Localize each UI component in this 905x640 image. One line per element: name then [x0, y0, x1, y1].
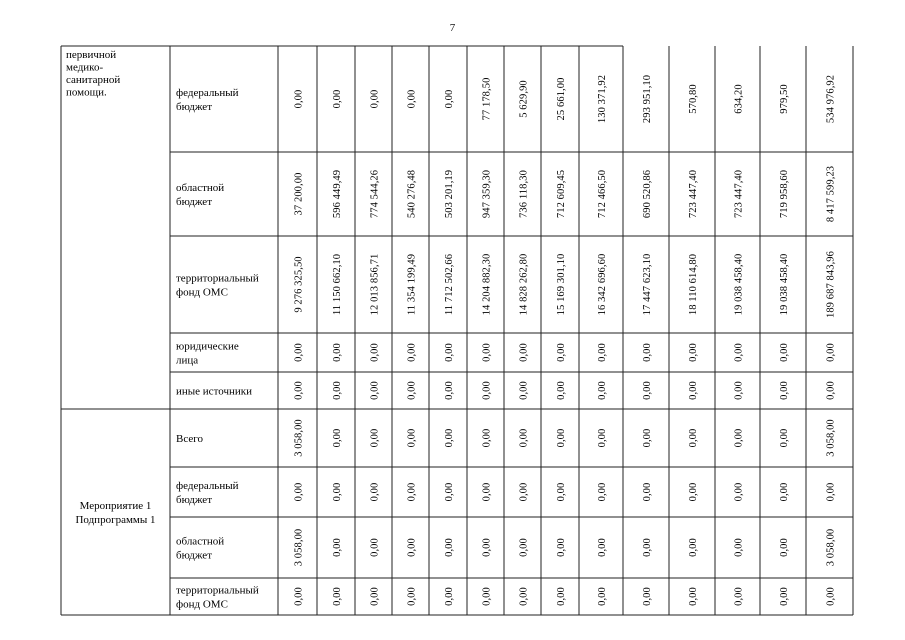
value-cell: 0,00 — [733, 538, 745, 557]
value-cell: 690 520,86 — [642, 169, 653, 219]
value-cell: 8 417 599,23 — [825, 165, 837, 223]
value-cell: 0,00 — [779, 381, 790, 400]
block-title-line: Подпрограммы 1 — [75, 514, 156, 526]
funding-source-label: лица — [176, 354, 199, 367]
funding-source-label: областной — [176, 182, 225, 194]
value-cell: 0,00 — [597, 482, 608, 502]
value-cell: 0,00 — [293, 381, 305, 400]
value-cell: 0,00 — [444, 428, 455, 448]
value-cell: 540 276,48 — [406, 169, 418, 219]
value-cell: 16 342 696,60 — [597, 253, 608, 316]
value-cell: 5 629,90 — [518, 80, 530, 118]
value-cell: 17 447 623,10 — [642, 253, 653, 316]
value-cell: 0,00 — [825, 381, 837, 400]
value-cell: 0,00 — [556, 343, 567, 362]
value-cell: 0,00 — [406, 482, 418, 502]
value-cell: 0,00 — [518, 428, 530, 448]
block-title-line: первичной — [66, 49, 117, 61]
funding-source-label: бюджет — [176, 101, 212, 113]
value-cell: 0,00 — [406, 89, 418, 109]
value-cell: 0,00 — [444, 343, 455, 362]
value-cell: 12 013 856,71 — [369, 253, 381, 316]
value-cell: 0,00 — [779, 538, 790, 557]
value-cell: 37 200,00 — [293, 172, 305, 216]
value-cell: 0,00 — [332, 89, 343, 109]
value-cell: 189 687 843,96 — [825, 250, 837, 319]
block-title-line: санитарной — [66, 74, 121, 86]
value-cell: 0,00 — [825, 482, 837, 502]
funding-source-label: территориальный — [176, 272, 259, 285]
value-cell: 0,00 — [733, 482, 745, 502]
value-cell: 947 359,30 — [481, 169, 493, 219]
value-cell: 0,00 — [481, 428, 493, 448]
funding-source-label: фонд ОМС — [176, 598, 228, 611]
value-cell: 0,00 — [481, 482, 493, 502]
value-cell: 0,00 — [733, 428, 745, 448]
value-cell: 0,00 — [642, 538, 653, 557]
value-cell: 774 544,26 — [369, 169, 381, 219]
value-cell: 0,00 — [779, 428, 790, 448]
value-cell: 0,00 — [406, 343, 418, 362]
value-cell: 19 038 458,40 — [733, 253, 745, 316]
block-title-line: Мероприятие 1 — [79, 500, 152, 512]
value-cell: 0,00 — [688, 343, 699, 362]
value-cell: 0,00 — [642, 587, 653, 606]
value-cell: 11 354 199,49 — [406, 253, 418, 316]
value-cell: 0,00 — [332, 343, 343, 362]
value-cell: 0,00 — [642, 482, 653, 502]
value-cell: 0,00 — [825, 587, 837, 606]
value-cell: 0,00 — [444, 587, 455, 606]
value-cell: 570,80 — [688, 84, 699, 114]
funding-source-label: территориальный — [176, 584, 259, 597]
value-cell: 0,00 — [779, 482, 790, 502]
value-cell: 130 371,92 — [597, 74, 608, 124]
value-cell: 0,00 — [688, 482, 699, 502]
value-cell: 0,00 — [332, 538, 343, 557]
value-cell: 0,00 — [688, 538, 699, 557]
value-cell: 0,00 — [369, 538, 381, 557]
value-cell: 596 449,49 — [332, 169, 343, 219]
value-cell: 11 150 662,10 — [332, 253, 343, 316]
value-cell: 0,00 — [369, 428, 381, 448]
value-cell: 503 201,19 — [444, 169, 455, 219]
value-cell: 0,00 — [556, 587, 567, 606]
value-cell: 0,00 — [481, 343, 493, 362]
funding-source-label: федеральный — [176, 87, 239, 99]
value-cell: 719 958,60 — [779, 169, 790, 219]
value-cell: 0,00 — [518, 381, 530, 400]
value-cell: 0,00 — [332, 482, 343, 502]
value-cell: 0,00 — [293, 89, 305, 109]
value-cell: 0,00 — [332, 587, 343, 606]
value-cell: 0,00 — [406, 587, 418, 606]
funding-source-label: юридические — [176, 340, 239, 353]
value-cell: 0,00 — [597, 381, 608, 400]
value-cell: 0,00 — [688, 381, 699, 400]
value-cell: 18 110 614,80 — [688, 253, 699, 316]
value-cell: 19 038 458,40 — [779, 253, 790, 316]
value-cell: 0,00 — [406, 538, 418, 557]
funding-source-label: бюджет — [176, 196, 212, 208]
value-cell: 0,00 — [597, 587, 608, 606]
value-cell: 0,00 — [688, 428, 699, 448]
value-cell: 0,00 — [556, 381, 567, 400]
value-cell: 0,00 — [518, 587, 530, 606]
value-cell: 14 204 882,30 — [481, 253, 493, 316]
value-cell: 0,00 — [369, 89, 381, 109]
value-cell: 77 178,50 — [481, 77, 493, 121]
value-cell: 15 169 301,10 — [556, 253, 567, 316]
value-cell: 0,00 — [332, 428, 343, 448]
value-cell: 0,00 — [444, 538, 455, 557]
block-title-line: медико- — [66, 61, 104, 74]
value-cell: 0,00 — [733, 587, 745, 606]
funding-source-label: иные источники — [176, 385, 252, 398]
value-cell: 293 951,10 — [642, 74, 653, 124]
value-cell: 0,00 — [369, 587, 381, 606]
value-cell: 0,00 — [369, 343, 381, 362]
value-cell: 0,00 — [597, 343, 608, 362]
value-cell: 0,00 — [733, 381, 745, 400]
value-cell: 0,00 — [481, 538, 493, 557]
value-cell: 9 276 325,50 — [293, 256, 305, 313]
value-cell: 14 828 262,80 — [518, 253, 530, 316]
value-cell: 534 976,92 — [825, 74, 837, 124]
value-cell: 0,00 — [688, 587, 699, 606]
value-cell: 25 661,00 — [556, 77, 567, 121]
value-cell: 0,00 — [642, 428, 653, 448]
value-cell: 0,00 — [293, 343, 305, 362]
value-cell: 0,00 — [825, 343, 837, 362]
value-cell: 3 058,00 — [825, 419, 837, 457]
value-cell: 11 712 502,66 — [444, 253, 455, 316]
value-cell: 0,00 — [444, 482, 455, 502]
value-cell: 0,00 — [642, 381, 653, 400]
value-cell: 0,00 — [518, 482, 530, 502]
value-cell: 0,00 — [779, 343, 790, 362]
value-cell: 0,00 — [518, 538, 530, 557]
value-cell: 0,00 — [556, 538, 567, 557]
value-cell: 723 447,40 — [688, 169, 699, 219]
value-cell: 0,00 — [293, 587, 305, 606]
value-cell: 3 058,00 — [293, 528, 305, 567]
value-cell: 712 466,50 — [597, 169, 608, 219]
value-cell: 0,00 — [518, 343, 530, 362]
value-cell: 712 609,45 — [556, 169, 567, 219]
value-cell: 0,00 — [481, 381, 493, 400]
funding-source-label: Всего — [176, 433, 203, 445]
value-cell: 3 058,00 — [293, 419, 305, 457]
block-title-line: помощи. — [66, 86, 107, 99]
value-cell: 0,00 — [481, 587, 493, 606]
value-cell: 0,00 — [556, 482, 567, 502]
value-cell: 0,00 — [332, 381, 343, 400]
value-cell: 0,00 — [406, 381, 418, 400]
value-cell: 979,50 — [779, 84, 790, 114]
value-cell: 3 058,00 — [825, 528, 837, 567]
value-cell: 0,00 — [597, 428, 608, 448]
value-cell: 0,00 — [406, 428, 418, 448]
value-cell: 0,00 — [293, 482, 305, 502]
funding-source-label: фонд ОМС — [176, 286, 228, 299]
value-cell: 0,00 — [369, 381, 381, 400]
value-cell: 0,00 — [733, 343, 745, 362]
value-cell: 723 447,40 — [733, 169, 745, 219]
value-cell: 0,00 — [369, 482, 381, 502]
funding-source-label: бюджет — [176, 549, 212, 562]
value-cell: 0,00 — [779, 587, 790, 606]
value-cell: 0,00 — [444, 89, 455, 109]
value-cell: 0,00 — [556, 428, 567, 448]
funding-source-label: областной — [176, 535, 225, 548]
page-number: 7 — [449, 22, 456, 34]
value-cell: 0,00 — [444, 381, 455, 400]
value-cell: 0,00 — [642, 343, 653, 362]
funding-source-label: федеральный — [176, 480, 239, 492]
value-cell: 736 118,30 — [518, 170, 530, 218]
value-cell: 634,20 — [733, 84, 745, 114]
funding-source-label: бюджет — [176, 494, 212, 506]
value-cell: 0,00 — [597, 538, 608, 557]
